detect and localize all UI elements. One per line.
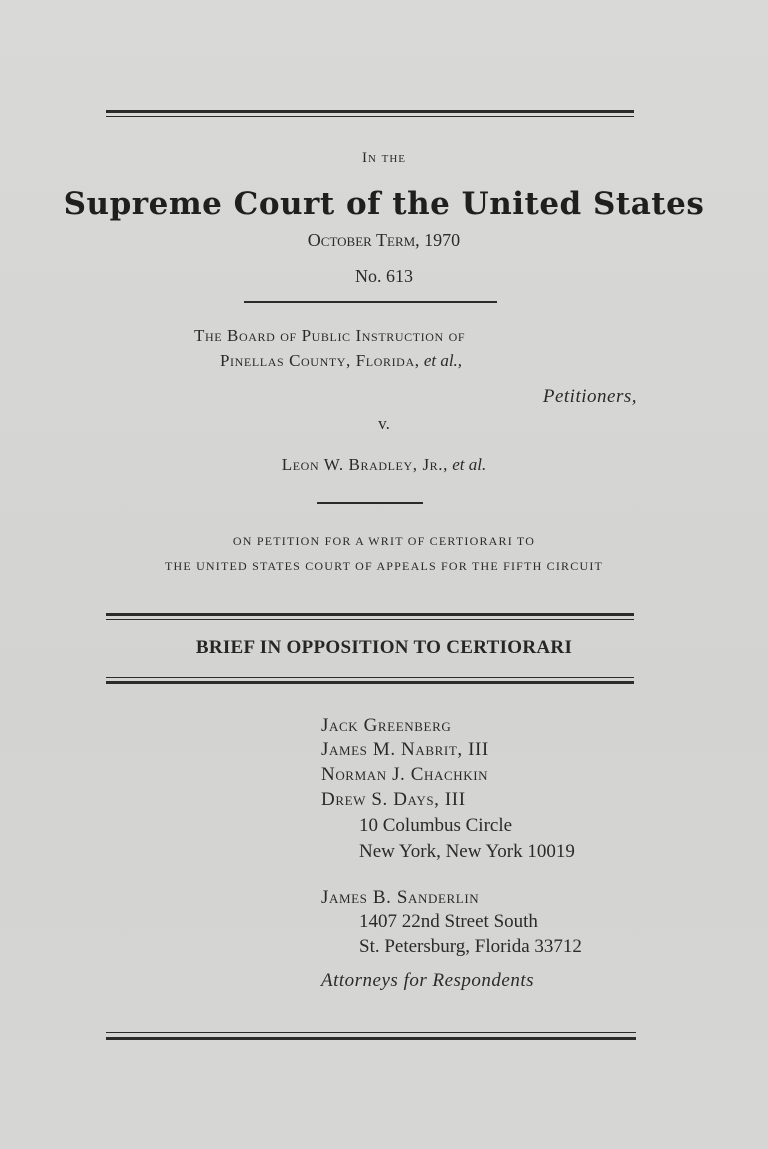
address-1-line-1: 10 Columbus Circle bbox=[359, 815, 513, 836]
attorneys-role: Attorneys for Respondents bbox=[321, 970, 535, 991]
top-rule-thin bbox=[106, 116, 634, 117]
attorney-1-text: Jack Greenberg bbox=[321, 715, 452, 736]
attorney-5 bbox=[321, 886, 479, 910]
attorney-2-text: James M. Nabrit, III bbox=[321, 739, 489, 760]
attorney-3-text: Norman J. Chachkin bbox=[321, 764, 489, 785]
title-rule-top bbox=[106, 613, 634, 616]
petitioner-et-al: et al., bbox=[423, 351, 463, 370]
respondent-et-al: et al. bbox=[452, 455, 487, 474]
petitioner-line-1-text: The Board of Public Instruction of bbox=[194, 326, 466, 345]
address-2-line-2: St. Petersburg, Florida 33712 bbox=[359, 936, 582, 957]
address-1-line-2: New York, New York 10019 bbox=[359, 841, 575, 862]
bottom-rule-thin bbox=[106, 1032, 636, 1033]
title-rule-top-thin bbox=[106, 619, 634, 620]
petitioner-line-2 bbox=[220, 351, 462, 371]
petitioner-line-1 bbox=[194, 326, 465, 346]
petition-line-1-text: ON PETITION FOR A WRIT OF CERTIORARI TO bbox=[232, 534, 536, 548]
court-name: Supreme Court of the United States bbox=[63, 186, 705, 222]
versus: v. bbox=[378, 414, 390, 433]
divider-2 bbox=[317, 502, 423, 504]
respondent-line bbox=[0, 455, 768, 475]
petition-line-1 bbox=[0, 534, 768, 549]
attorney-5-text: James B. Sanderlin bbox=[321, 887, 480, 908]
petitioners-label: Petitioners, bbox=[542, 386, 637, 407]
address-2-line-1: 1407 22nd Street South bbox=[359, 911, 538, 932]
petition-line-2-text: THE UNITED STATES COURT OF APPEALS FOR THE FIFTH CIRCUIT bbox=[164, 559, 604, 573]
title-rule-bottom bbox=[106, 681, 634, 684]
bottom-rule bbox=[106, 1037, 636, 1040]
attorney-1 bbox=[321, 714, 451, 738]
title-rule-bottom-thin bbox=[106, 677, 634, 678]
divider-1 bbox=[244, 301, 497, 303]
in-the-text: In the bbox=[361, 150, 407, 166]
top-rule bbox=[106, 110, 634, 113]
attorney-2 bbox=[321, 738, 489, 762]
attorney-4 bbox=[321, 788, 466, 812]
in-the-heading bbox=[0, 150, 768, 167]
brief-title: BRIEF IN OPPOSITION TO CERTIORARI bbox=[195, 637, 573, 658]
petitioner-line-2-text: Pinellas County, Florida, bbox=[220, 351, 420, 370]
term-line bbox=[0, 230, 768, 251]
respondent-text: Leon W. Bradley, Jr., bbox=[281, 455, 448, 474]
attorney-3 bbox=[321, 763, 488, 787]
petition-line-2 bbox=[0, 559, 768, 574]
attorney-4-text: Drew S. Days, III bbox=[321, 789, 466, 810]
case-number: No. 613 bbox=[355, 266, 413, 286]
term-text: October Term, 1970 bbox=[307, 230, 461, 250]
